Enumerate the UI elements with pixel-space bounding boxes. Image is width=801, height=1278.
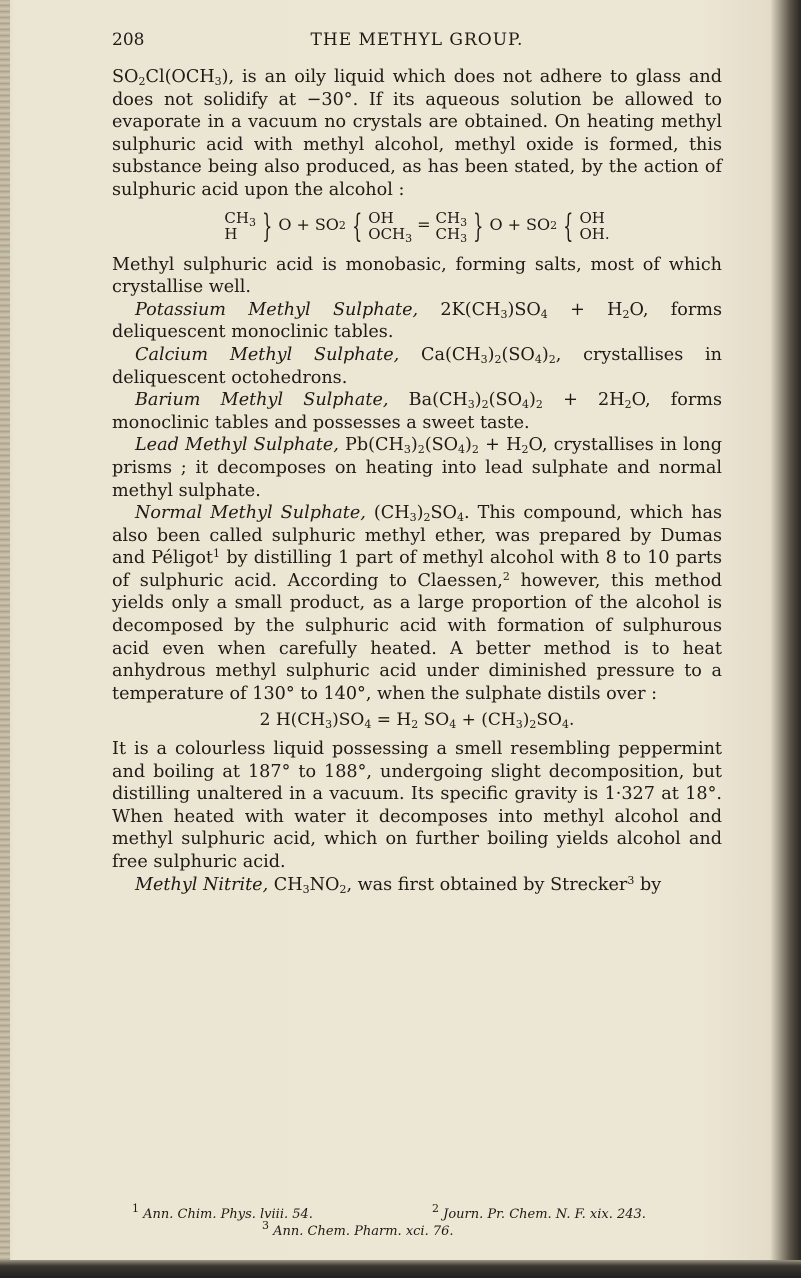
reaction-equation-1: $CH_3$ H } O + SO 2 { OH $OCH_3$ = $CH_3$ $CH_3$ } O + SO 2 { OH OH. <box>224 206 610 245</box>
footnotes <box>112 1202 722 1240</box>
footnote-1: $^1$ Ann. Chim. Phys. lviii. 54. <box>132 1202 313 1222</box>
page-number: 208 <box>112 30 145 50</box>
entry-calcium: Calcium Methyl Sulphate, $Ca(CH_3)_2(SO_4)_2$, crystallises in deliquescent octohedrons. <box>112 344 722 388</box>
paragraph-monobasic: Methyl sulphuric acid is monobasic, forming salts, most of which crystallise well. <box>112 254 722 298</box>
footnote-3: $^3$ Ann. Chem. Pharm. xci. 76. <box>262 1219 454 1239</box>
entry-normal-methyl-sulphate: Normal Methyl Sulphate, $(CH_3)_2SO_4$. This compound, which has also been called sulphuric methyl ether, was prepared by Dumas and Péligot$^1$ by distilling 1 part of methyl alcohol with 8 to 10 parts of sulphuric acid. According to Claessen,$^2$ however, this method yields only a small product, as a large proportion of the alcohol is decomposed by the sulphuric acid with formation of sulphurous acid even when carefully heated. A better method is to heat anhydrous methyl sulphuric acid under diminished pressure to a temperature of 130° to 140°, when the sulphate distils over : <box>112 503 723 704</box>
page-bottom-edge <box>0 1260 801 1278</box>
footnote-2: $^2$ Journ. Pr. Chem. N. F. xix. 243. <box>432 1202 646 1222</box>
paragraph-properties: It is a colourless liquid possessing a smell resembling peppermint and boiling at 187° to 188°, undergoing slight decomposition, but distilling unaltered in a vacuum. Its specific gravity is 1·327 at 18°. When heated with water it decomposes into methyl alcohol and methyl sulphuric acid, which on further boiling yields alcohol and free sulphuric acid. <box>112 739 722 872</box>
entry-potassium: Potassium Methyl Sulphate, $2K(CH_3)SO_4 + H_2O$, forms deliquescent monoclinic tables. <box>112 299 722 343</box>
body-text <box>112 66 722 896</box>
entry-methyl-nitrite: Methyl Nitrite, $CH_3NO_2$, was first obtained by Strecker$^3$ by <box>135 873 662 896</box>
page-header <box>112 30 722 56</box>
entry-barium: Barium Methyl Sulphate, $Ba(CH_3)_2(SO_4)_2 + 2H_2O$, forms monoclinic tables and possesses a sweet taste. <box>112 390 723 433</box>
paragraph-intro: $SO_2Cl(OCH_3)$, is an oily liquid which does not adhere to glass and does not solidify at −30°. If its aqueous solution be allowed to evaporate in a vacuum no crystals are obtained. On heating methyl sulphuric acid with methyl alcohol, methyl oxide is formed, this substance being also produced, as has been stated, by the action of sulphuric acid upon the alcohol : <box>112 67 722 200</box>
entry-lead: Lead Methyl Sulphate, $Pb(CH_3)_2(SO_4)_2 + H_2O$, crystallises in long prisms ; it decomposes on heating into lead sulphate and normal methyl sulphate. <box>112 435 722 501</box>
running-head: THE METHYL GROUP. <box>310 30 524 50</box>
reaction-equation-2: 2 $H(CH_3)SO_4 = H_2$ $SO_4 + (CH_3)_2SO_4$. <box>259 710 575 732</box>
page-binding-edge <box>0 0 10 1278</box>
